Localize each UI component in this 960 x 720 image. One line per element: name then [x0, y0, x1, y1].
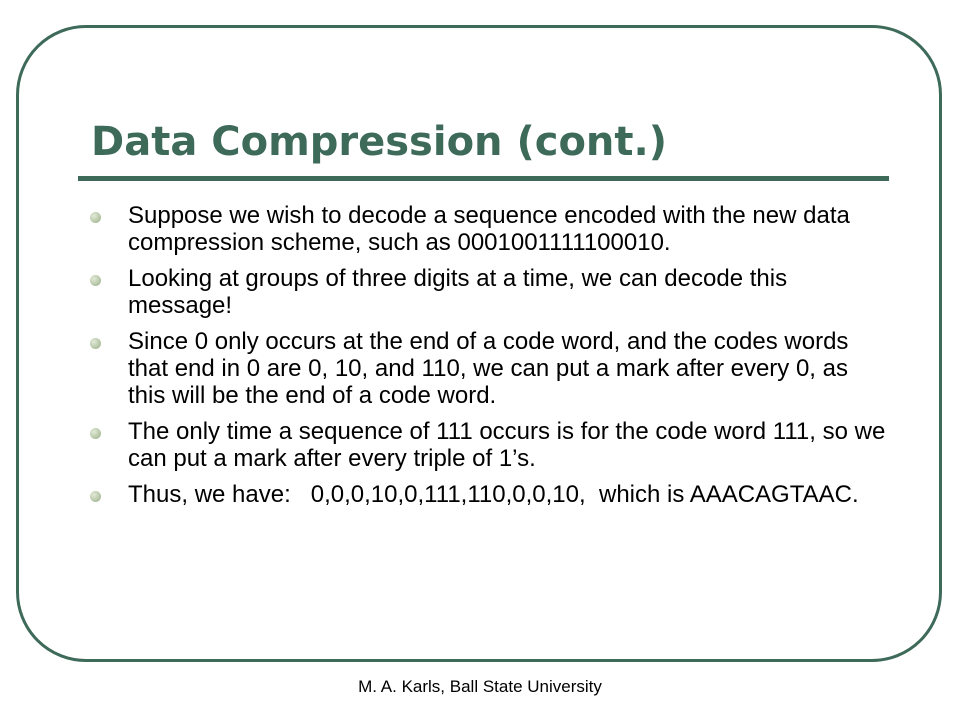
bullet-item: [90, 202, 890, 256]
bullet-dot-icon: [90, 275, 101, 286]
bullet-item: [90, 328, 890, 409]
bullet-list: [90, 202, 890, 517]
bullet-item: [90, 418, 890, 472]
title-underline: [78, 176, 889, 181]
bullet-item: [90, 265, 890, 319]
bullet-dot-icon: [90, 212, 101, 223]
bullet-dot-icon: [90, 338, 101, 349]
bullet-text: Thus, we have: 0,0,0,10,0,111,110,0,0,10, which is AAACAGTAAC.: [128, 481, 859, 508]
bullet-text: Suppose we wish to decode a sequence encoded with the new data compression scheme, such as 0001001111100010.: [128, 202, 850, 256]
slide-title: Data Compression (cont.): [91, 119, 667, 165]
bullet-text: Looking at groups of three digits at a time, we can decode this message!: [128, 265, 788, 319]
bullet-item: [90, 481, 890, 508]
bullet-dot-icon: [90, 491, 101, 502]
bullet-text: Since 0 only occurs at the end of a code word, and the codes words that end in 0 are 0, 10, and 110, we can put a mark after every 0, as this will be the end of a code word.: [128, 328, 849, 409]
slide-footer: M. A. Karls, Ball State University: [358, 677, 602, 696]
bullet-dot-icon: [90, 428, 101, 439]
bullet-text: The only time a sequence of 111 occurs is for the code word 111, so we can put a mark after every triple of 1’s.: [128, 418, 886, 472]
